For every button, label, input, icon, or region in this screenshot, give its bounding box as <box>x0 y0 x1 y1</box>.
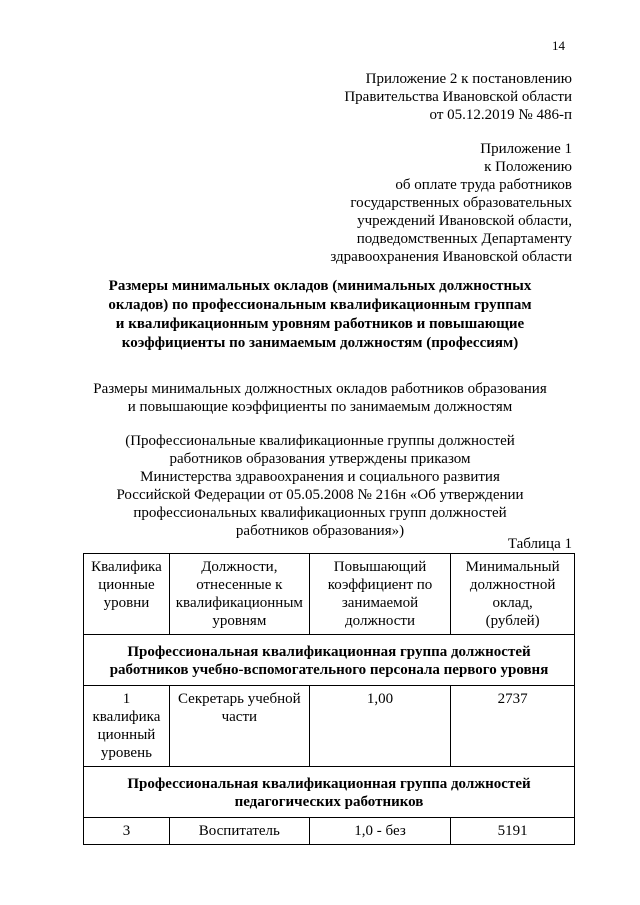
cell-coefficient: 1,00 <box>309 686 450 767</box>
salary-table <box>83 553 575 845</box>
document-title <box>0 277 640 353</box>
title-line: коэффициенты по занимаемым должностям (профессиям) <box>121 335 519 351</box>
table-header-row <box>84 554 575 635</box>
subtitle-line: и повышающие коэффициенты по занимаемым должностям <box>127 399 513 415</box>
subtitle-line: Размеры минимальных должностных окладов работников образования <box>93 381 547 397</box>
appendix-1-line: Приложение 1 <box>480 141 572 157</box>
group-heading: Профессиональная квалификационная группа должностей педагогических работников <box>84 767 575 818</box>
appendix-2-line: Правительства Ивановской области <box>344 89 572 105</box>
table-group-row <box>84 635 575 686</box>
note-line: работников образования») <box>235 523 405 539</box>
appendix-1-line: государственных образовательных <box>350 195 572 211</box>
title-line: и квалификационным уровням работников и повышающие <box>115 316 525 332</box>
cell-salary: 5191 <box>451 818 575 845</box>
title-line: Размеры минимальных окладов (минимальных должностных <box>108 278 532 294</box>
note-line: Российской Федерации от 05.05.2008 № 216н «Об утверждении <box>116 487 524 503</box>
header-cell-level: Квалифика ционные уровни <box>84 554 170 635</box>
appendix-1-line: подведомственных Департаменту <box>356 231 572 247</box>
table-row <box>84 686 575 767</box>
legal-note <box>0 432 640 540</box>
header-cell-coefficient: Повышающий коэффициент по занимаемой должности <box>309 554 450 635</box>
header-cell-position: Должности, отнесенные к квалификационным уровням <box>169 554 309 635</box>
note-line: профессиональных квалификационных групп должностей <box>133 505 507 521</box>
note-line: (Профессиональные квалификационные группы должностей <box>125 433 515 449</box>
appendix-1-line: об оплате труда работников <box>395 177 572 193</box>
section-subtitle <box>0 380 640 416</box>
title-line: окладов) по профессиональным квалификационным группам <box>108 297 532 313</box>
note-line: работников образования утверждены приказом <box>169 451 471 467</box>
group-heading: Профессиональная квалификационная группа должностей работников учебно-вспомогательного персонала первого уровня <box>84 635 575 686</box>
cell-coefficient: 1,0 - без <box>309 818 450 845</box>
cell-level: 1 квалифика ционный уровень <box>84 686 170 767</box>
appendix-1-line: учреждений Ивановской области, <box>357 213 572 229</box>
cell-level: 3 <box>84 818 170 845</box>
cell-position: Секретарь учебной части <box>169 686 309 767</box>
cell-position: Воспитатель <box>169 818 309 845</box>
appendix-2-header <box>344 70 572 124</box>
cell-salary: 2737 <box>451 686 575 767</box>
table-label: Таблица 1 <box>507 536 572 552</box>
appendix-2-line: Приложение 2 к постановлению <box>365 71 572 87</box>
header-cell-salary: Минимальный должностной оклад, (рублей) <box>451 554 575 635</box>
table-group-row <box>84 767 575 818</box>
note-line: Министерства здравоохранения и социального развития <box>140 469 500 485</box>
page-number: 14 <box>552 38 565 53</box>
appendix-1-header <box>330 140 572 266</box>
table-row <box>84 818 575 845</box>
appendix-1-line: здравоохранения Ивановской области <box>330 249 572 265</box>
appendix-1-line: к Положению <box>484 159 572 175</box>
appendix-2-line: от 05.12.2019 № 486-п <box>429 107 572 123</box>
